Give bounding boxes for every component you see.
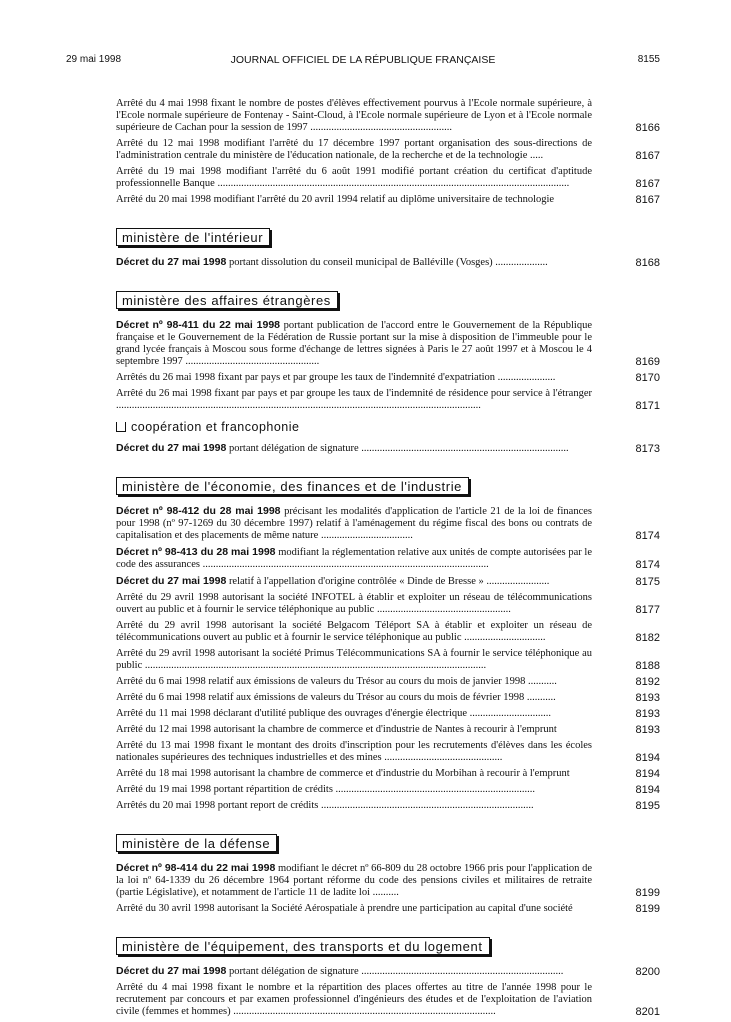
- toc-entry: [116, 708, 660, 720]
- toc-entry: [116, 319, 660, 368]
- entry-page-number: 8200: [635, 966, 660, 978]
- entry-text: Arrêté du 12 mai 1998 modifiant l'arrêté du 17 décembre 1997 portant organisation des sous-directions de l'administration centrale du ministère de l'éducation nationale, de la recherche et de la technologie .....: [116, 138, 592, 161]
- section-heading-wrap: [66, 816, 660, 862]
- entry-text: Arrêté du 4 mai 1998 fixant le nombre et la répartition des places offertes au titre de l'année 1998 pour le recrutement par concours et par examen professionnel d'ingénieurs des études et de l'exploitation de l'aviation civile (femmes et hommes) ....................................................................................................: [116, 982, 592, 1017]
- entry-page-number: 8173: [635, 443, 660, 455]
- toc-entry: [116, 648, 660, 672]
- entry-text: Décret nº 98-412 du 28 mai 1998 précisant les modalités d'application de l'article 21 de la loi de finances pour 1998 (nº 97-1269 du 30 décembre 1997) relatif à l'aménagement du régime fiscal des bons ou contrats de capitalisation et des placements de même nature ...................................: [116, 505, 592, 541]
- entry-page-number: 8193: [635, 692, 660, 704]
- toc-entry: [116, 505, 660, 542]
- entry-text: Arrêté du 13 mai 1998 fixant le montant des droits d'inscription pour les recrutements d'élèves dans les écoles nationales supérieures des techniques industrielles et des mines .............................................: [116, 740, 592, 763]
- toc-entry: [116, 982, 660, 1018]
- toc-entry: [116, 800, 660, 812]
- entry-text: Arrêté du 4 mai 1998 fixant le nombre de postes d'élèves effectivement pourvus à l'Ecole normale supérieure, à l'Ecole normale supérieure de Fontenay - Saint-Cloud, à l'Ecole normale supérieure de Lyon et à l'Ecole normale supérieure de Cachan pour la session de 1997 ......................................................: [116, 98, 592, 133]
- entry-lead: Décret du 27 mai 1998: [116, 256, 227, 268]
- entry-page-number: 8201: [635, 1006, 660, 1018]
- header-date: 29 mai 1998: [66, 54, 122, 65]
- toc-entry: [116, 692, 660, 704]
- entry-page-number: 8171: [635, 400, 660, 412]
- entry-lead: Décret du 27 mai 1998: [116, 442, 227, 454]
- entry-page-number: 8194: [635, 752, 660, 764]
- entry-text: Décret du 27 mai 1998 portant délégation de signature ...............................................................................: [116, 442, 569, 454]
- entry-text: Arrêtés du 26 mai 1998 fixant par pays et par groupe les taux de l'indemnité d'expatriation ......................: [116, 372, 556, 383]
- entry-page-number: 8195: [635, 800, 660, 812]
- entry-text: Arrêté du 30 avril 1998 autorisant la Société Aérospatiale à prendre une participation au capital d'une société: [116, 903, 573, 914]
- entry-lead: Décret nº 98-412 du 28 mai 1998: [116, 505, 281, 517]
- entry-page-number: 8199: [635, 887, 660, 899]
- entry-lead: Décret du 27 mai 1998: [116, 965, 227, 977]
- toc-entry: [116, 862, 660, 899]
- entry-text: Décret nº 98-411 du 22 mai 1998 portant publication de l'accord entre le Gouvernement de la République française et le Gouvernement de la Fédération de Russie portant sur la mise à disposition de l'immeuble pour le grand lycée français à Moscou sous forme d'échange de lettres signées à Paris le 27 août 1997 et à Moscou le 4 septembre 1997 ...................................................: [116, 319, 592, 367]
- entry-text: Arrêté du 11 mai 1998 déclarant d'utilité publique des ouvrages d'énergie électrique ...............................: [116, 708, 552, 719]
- entry-text: Arrêté du 26 mai 1998 fixant par pays et par groupe les taux de l'indemnité de résidence pour service à l'étranger ...........................................................................................................................................: [116, 388, 592, 411]
- entry-text: Arrêté du 12 mai 1998 autorisant la chambre de commerce et d'industrie de Nantes à recourir à l'emprunt: [116, 724, 557, 735]
- toc-entry: [116, 256, 660, 269]
- section-heading-wrap: [66, 210, 660, 256]
- entry-lead: Décret nº 98-411 du 22 mai 1998: [116, 319, 281, 331]
- section-heading: ministère de l'intérieur: [116, 228, 270, 246]
- entry-text: Arrêté du 6 mai 1998 relatif aux émissions de valeurs du Trésor au cours du mois de janvier 1998 ...........: [116, 676, 557, 687]
- entry-text: Arrêté du 29 avril 1998 autorisant la société Belgacom Téléport SA à établir et exploiter un réseau de télécommunications ouvert au public et à fournir le service téléphonique au public ...............................: [116, 620, 592, 643]
- header-page-number: 8155: [637, 54, 660, 65]
- toc-entry: [116, 138, 660, 162]
- toc-entry: [116, 740, 660, 764]
- entry-page-number: 8166: [635, 122, 660, 134]
- bracket-square-icon: [116, 422, 126, 432]
- entry-page-number: 8168: [635, 257, 660, 269]
- entry-text: Décret du 27 mai 1998 portant délégation de signature .............................................................................: [116, 965, 564, 977]
- entry-page-number: 8194: [635, 768, 660, 780]
- entry-page-number: 8169: [635, 356, 660, 368]
- entry-text: Arrêté du 20 mai 1998 modifiant l'arrêté du 20 avril 1994 relatif au diplôme universitaire de technologie: [116, 194, 555, 205]
- toc-entry: [116, 592, 660, 616]
- entry-lead: Décret nº 98-413 du 28 mai 1998: [116, 546, 276, 558]
- toc-entry: [116, 784, 660, 796]
- toc-entry: [116, 575, 660, 588]
- toc-entry: [116, 724, 660, 736]
- toc-entry: [116, 98, 660, 134]
- entry-page-number: 8175: [635, 576, 660, 588]
- entry-page-number: 8194: [635, 784, 660, 796]
- section-heading: ministère de l'économie, des finances et de l'industrie: [116, 477, 469, 495]
- toc-entry: [116, 442, 660, 455]
- section-heading: ministère de la défense: [116, 834, 277, 852]
- entry-page-number: 8174: [635, 559, 660, 571]
- entry-text: Décret nº 98-413 du 28 mai 1998 modifiant la réglementation relative aux unités de compte autorisées par le code des assurances .............................................................................................................: [116, 546, 592, 570]
- section-heading: ministère des affaires étrangères: [116, 291, 338, 309]
- subsection-heading: [116, 420, 660, 434]
- entry-text: Arrêté du 6 mai 1998 relatif aux émissions de valeurs du Trésor au cours du mois de février 1998 ...........: [116, 692, 556, 703]
- toc-entry: [116, 372, 660, 384]
- table-of-contents: [66, 98, 660, 1022]
- header-title: JOURNAL OFFICIEL DE LA RÉPUBLIQUE FRANÇAISE: [230, 54, 496, 66]
- toc-entry: [116, 194, 660, 206]
- toc-entry: [116, 620, 660, 644]
- entry-lead: Décret du 27 mai 1998: [116, 575, 227, 587]
- entry-page-number: 8192: [635, 676, 660, 688]
- entry-text: Arrêté du 19 mai 1998 modifiant l'arrêté du 6 août 1991 modifié portant création du certificat d'aptitude professionnelle Banque ......................................................................................................................................: [116, 166, 592, 189]
- entry-page-number: 8177: [635, 604, 660, 616]
- entry-page-number: 8193: [635, 708, 660, 720]
- entry-page-number: 8170: [635, 372, 660, 384]
- toc-entry: [116, 546, 660, 571]
- toc-entry: [116, 676, 660, 688]
- section-heading-wrap: [66, 459, 660, 505]
- entry-page-number: 8193: [635, 724, 660, 736]
- entry-lead: Décret nº 98-414 du 22 mai 1998: [116, 862, 276, 874]
- section-heading: ministère de l'équipement, des transports et du logement: [116, 937, 490, 955]
- entry-page-number: 8167: [635, 150, 660, 162]
- entry-text: Arrêté du 29 avril 1998 autorisant la société INFOTEL à établir et exploiter un réseau de télécommunications ouvert au public et à fournir le service téléphonique au public ...................................................: [116, 592, 592, 615]
- entry-page-number: 8188: [635, 660, 660, 672]
- toc-entry: [116, 965, 660, 978]
- section-heading-wrap: [66, 273, 660, 319]
- entry-text: Décret nº 98-414 du 22 mai 1998 modifiant le décret nº 66-809 du 28 octobre 1966 pris pour l'application de la loi nº 64-1339 du 26 décembre 1964 portant réforme du code des pensions civiles et militaires de retraite (partie Législative), et notamment de l'article 11 de ladite loi ..........: [116, 862, 593, 898]
- entry-text: Arrêté du 19 mai 1998 portant répartition de crédits ............................................................................: [116, 784, 536, 795]
- entry-page-number: 8199: [635, 903, 660, 915]
- toc-entry: [116, 768, 660, 780]
- toc-entry: [116, 903, 660, 915]
- entry-text: Arrêté du 18 mai 1998 autorisant la chambre de commerce et d'industrie du Morbihan à recourir à l'emprunt: [116, 768, 570, 779]
- toc-entry: [116, 388, 660, 412]
- entry-page-number: 8182: [635, 632, 660, 644]
- toc-entry: [116, 166, 660, 190]
- entry-text: Décret du 27 mai 1998 portant dissolution du conseil municipal de Balléville (Vosges) ....................: [116, 256, 548, 268]
- entry-text: Décret du 27 mai 1998 relatif à l'appellation d'origine contrôlée « Dinde de Bresse » ........................: [116, 575, 550, 587]
- entry-page-number: 8167: [635, 178, 660, 190]
- entry-text: Arrêté du 29 avril 1998 autorisant la société Primus Télécommunications SA à fournir le service téléphonique au public ..................................................................................................................................: [116, 648, 592, 671]
- entry-text: Arrêtés du 20 mai 1998 portant report de crédits .................................................................................: [116, 800, 534, 811]
- page-header: [66, 54, 660, 70]
- subsection-title: coopération et francophonie: [131, 420, 300, 434]
- entry-page-number: 8167: [635, 194, 660, 206]
- section-heading-wrap: [66, 919, 660, 965]
- entry-page-number: 8174: [635, 530, 660, 542]
